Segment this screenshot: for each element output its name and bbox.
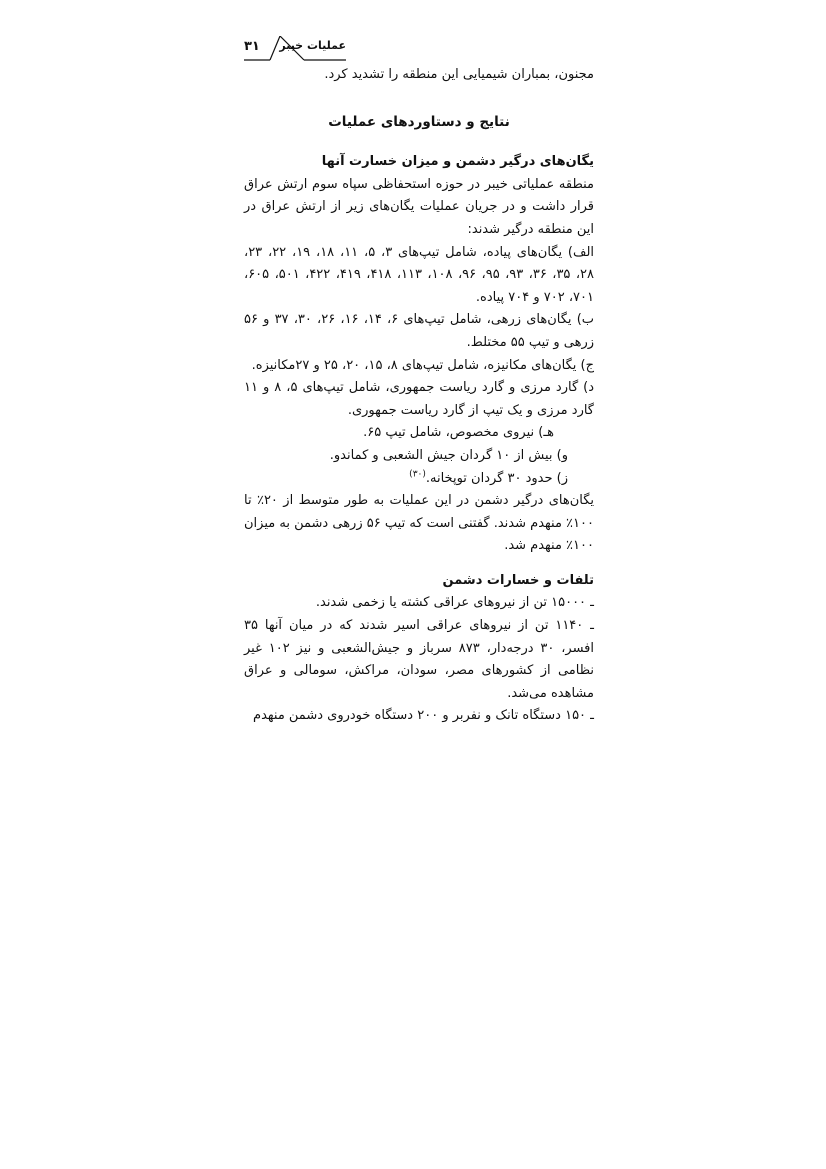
running-title: عملیات خیبر	[279, 39, 346, 52]
units-heading: یگان‌های درگیر دشمن و میزان خسارت آنها	[321, 154, 594, 170]
page-header	[244, 36, 346, 62]
artillery-text: ز) حدود ۳۰ گردان توپخانه.	[425, 470, 568, 486]
intro-continuation: مجنون، بمباران شیمیایی این منطقه را تشدید کرد.	[324, 67, 594, 82]
unit-item-infantry: الف) یگان‌های پیاده، شامل تیپ‌های ۳، ۵، ۱۱، ۱۸، ۱۹، ۲۲، ۲۳، ۲۸، ۳۵، ۳۶، ۹۳، ۹۵، ۹۶، ۱۰۸، ۱۱۳، ۴۱۸، ۴۱۹، ۴۲۲، ۵۰۱، ۶۰۵، ۷۰۱، ۷۰۲ و ۷۰۴ پیاده.	[244, 244, 595, 305]
page-number: ۳۱	[244, 39, 260, 54]
unit-item-artillery	[244, 468, 594, 491]
loss-item-casualties: ـ ۱۵۰۰۰ تن از نیروهای عراقی کشته یا زخمی شدند.	[315, 595, 594, 611]
losses-heading: تلفات و خسارات دشمن	[442, 572, 594, 588]
units-summary: یگان‌های درگیر دشمن در این عملیات به طور متوسط از ۲۰٪ تا ۱۰۰٪ منهدم شدند. گفتنی است که تیپ ۵۶ زرهی دشمن به میزان ۱۰۰٪ منهدم شد.	[244, 493, 595, 554]
unit-item-mechanized: ج) یگان‌های مکانیزه، شامل تیپ‌های ۸، ۱۵، ۲۰، ۲۵ و ۲۷مکانیزه.	[251, 357, 594, 373]
section-title: نتایج و دستاوردهای عملیات	[328, 113, 510, 130]
loss-item-vehicles: ـ ۱۵۰ دستگاه تانک و نفربر و ۲۰۰ دستگاه خودروی دشمن منهدم	[253, 708, 594, 724]
loss-item-prisoners: ـ ۱۱۴۰ تن از نیروهای عراقی اسیر شدند که در میان آنها ۳۵ افسر، ۳۰ درجه‌دار، ۸۷۳ سرباز و جیش‌الشعبی و نیز ۱۰۲ غیر نظامی از کشورهای مصر، سودان، مراکش، سومالی و عراق مشاهده می‌شد.	[244, 618, 594, 701]
page-body	[244, 64, 594, 728]
footnote-ref: (۳۰)	[409, 469, 426, 480]
unit-item-armored: ب) یگان‌های زرهی، شامل تیپ‌های ۶، ۱۴، ۱۶، ۲۶، ۳۰، ۳۷ و ۵۶ زرهی و تیپ ۵۵ مختلط.	[244, 312, 595, 350]
unit-item-guard: د) گارد مرزی و گارد ریاست جمهوری، شامل تیپ‌های ۵، ۸ و ۱۱ گارد مرزی و یک تیپ از گارد ریاست جمهوری.	[244, 380, 595, 418]
units-intro: منطقه عملیاتی خیبر در حوزه استحفاظی سپاه سوم ارتش عراق قرار داشت و در جریان عملیات یگان‌های زیر از ارتش عراق در این منطقه درگیر شدند:	[244, 176, 594, 237]
unit-item-popular-army: و) بیش از ۱۰ گردان جیش الشعبی و کماندو.	[329, 447, 568, 463]
unit-item-special-forces: هـ) نیروی مخصوص، شامل تیپ ۶۵.	[363, 425, 554, 441]
